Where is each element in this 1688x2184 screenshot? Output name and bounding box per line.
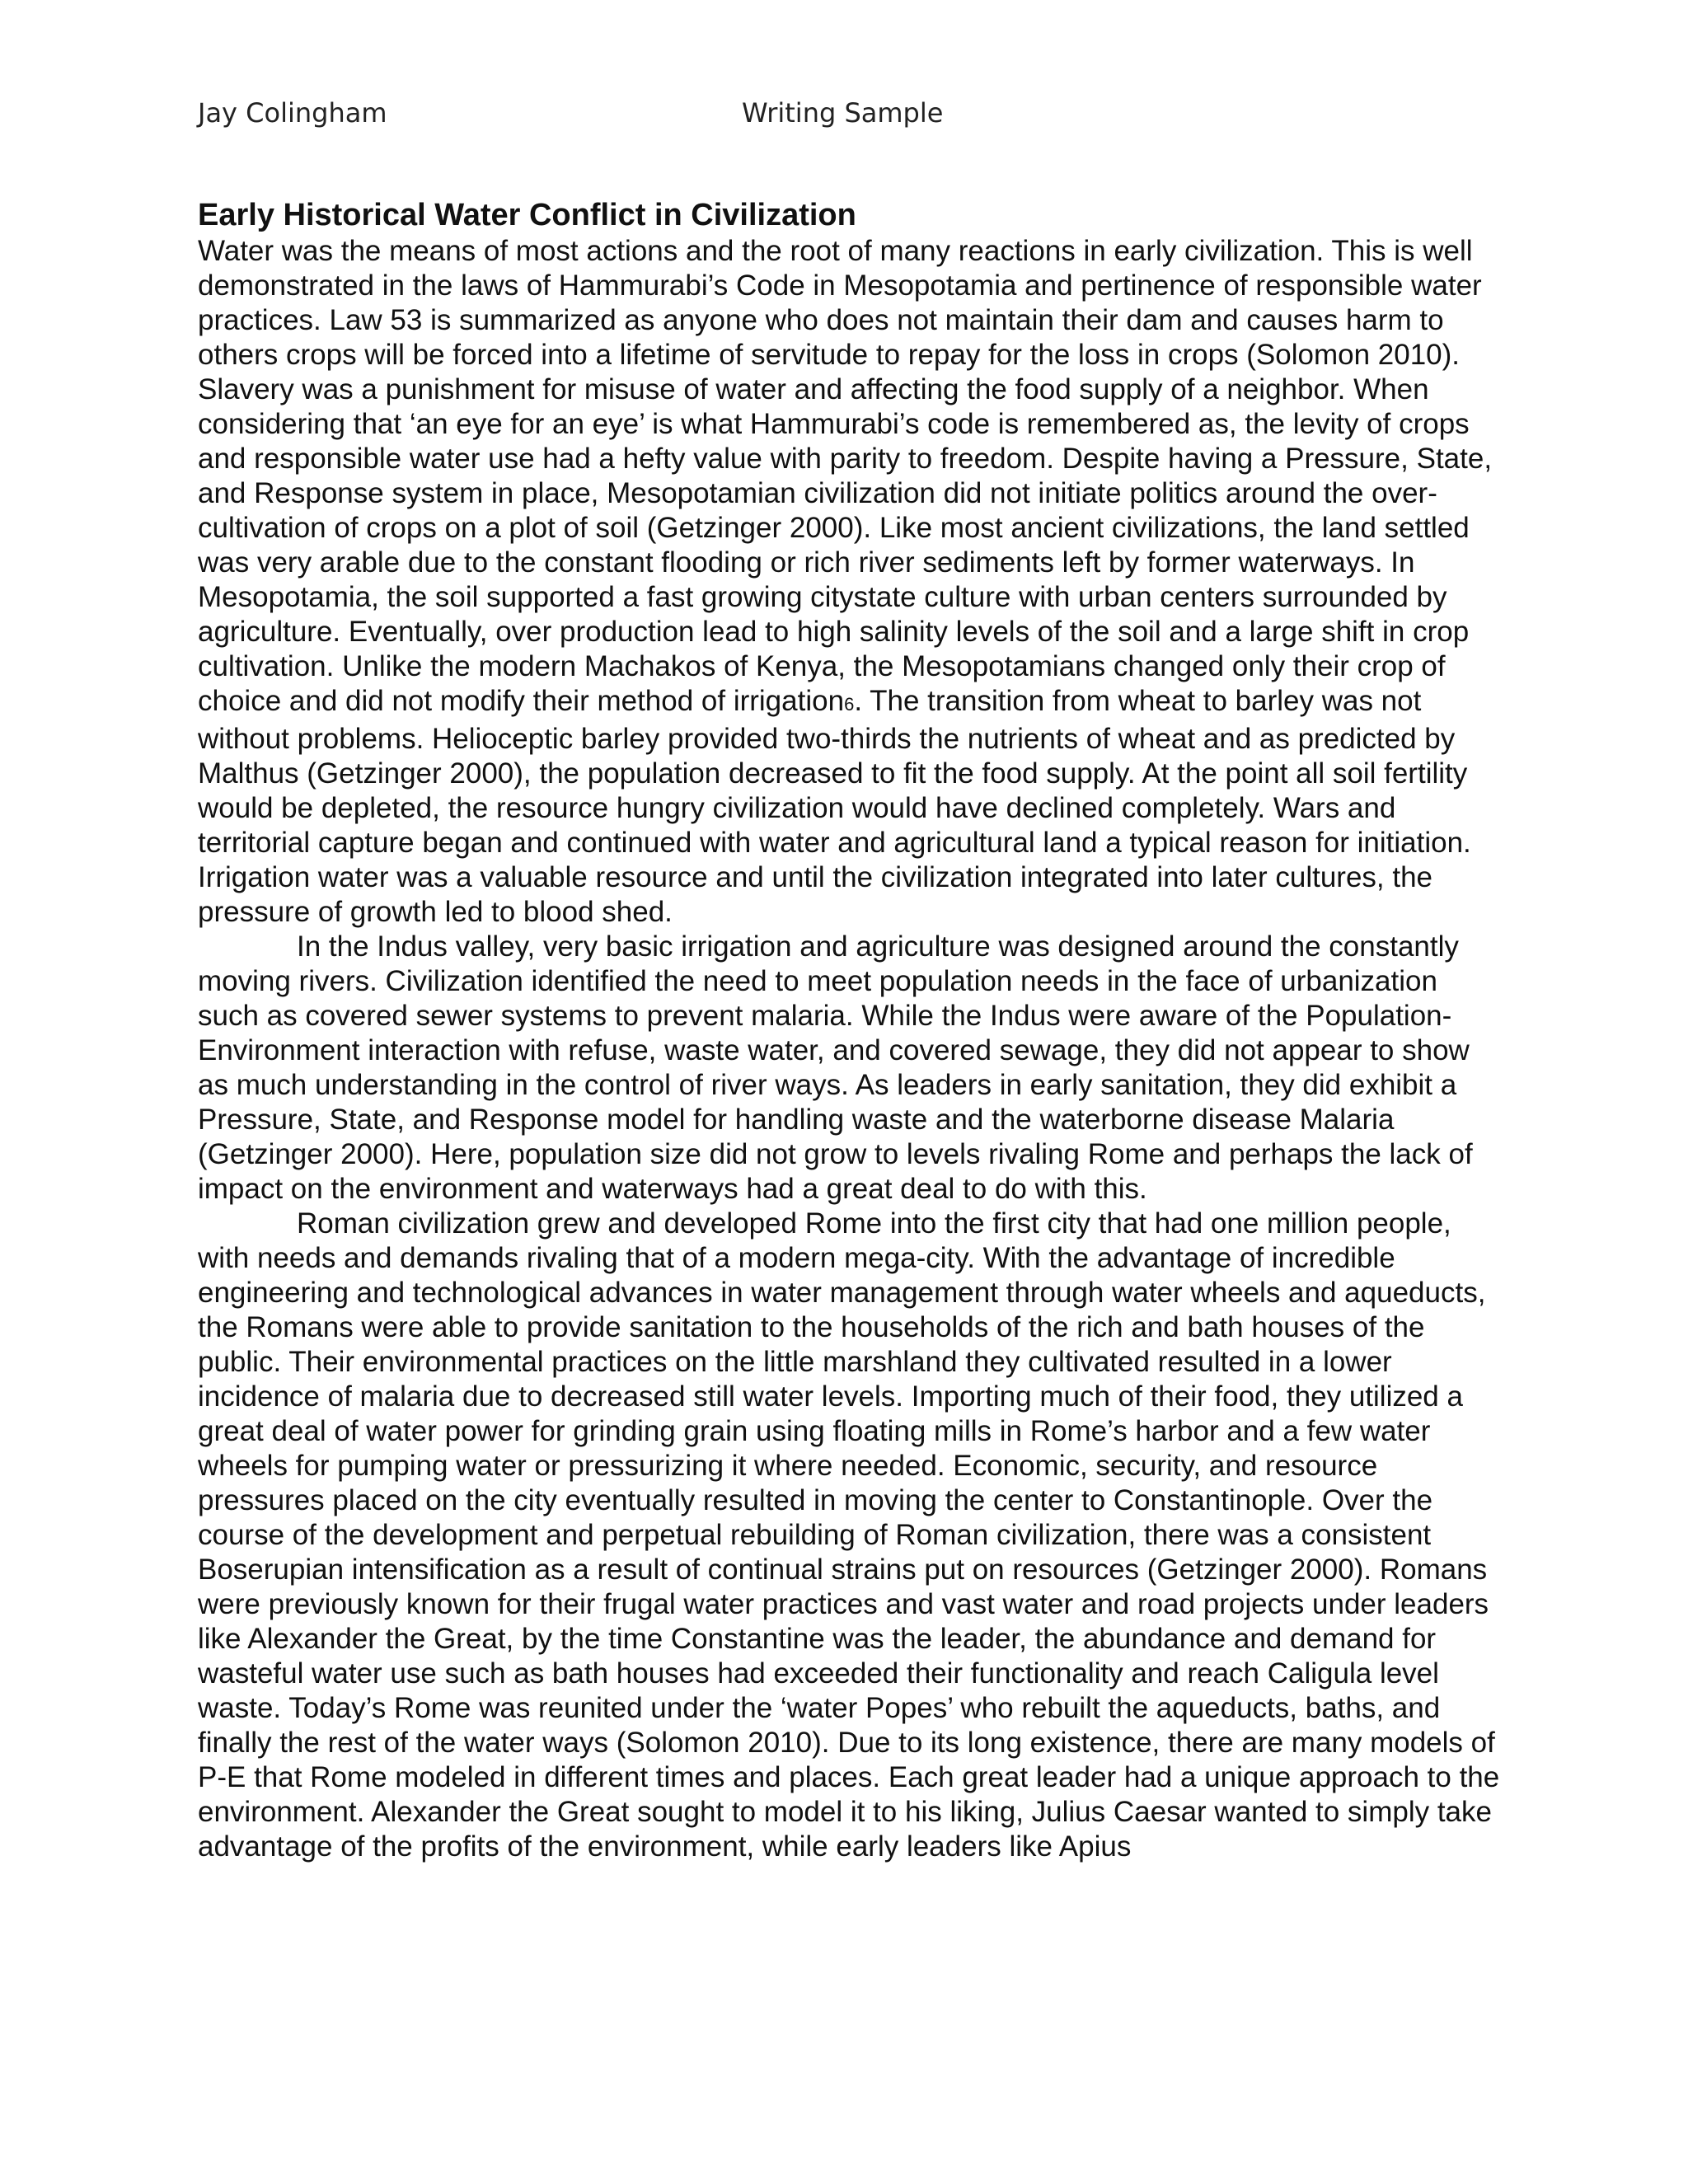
paragraph-rome: Roman civilization grew and developed Rome into the first city that had one million people, with needs and demands rivaling that of a modern mega-city. With the advantage of incredible engineering and technological advances in water management through water wheels and aqueducts, the Romans were able to provide sanitation to the households of the rich and bath houses of the public. Their environmental practices on the little marshland they cultivated resulted in a lower incidence of malaria due to decreased still water levels. Importing much of their food, they utilized a great deal of water power for grinding grain using floating mills in Rome’s harbor and a few water wheels for pumping water or pressurizing it where needed. Economic, security, and resource pressures placed on the city eventually resulted in moving the center to Constantinople. Over the course of the development and perpetual rebuilding of Roman civilization, there was a consistent Boserupian intensification as a result of continual strains put on resources (Getzinger 2000). Romans were previously known for their frugal water practices and vast water and road projects under leaders like Alexander the Great, by the time Constantine was the leader, the abundance and demand for wasteful water use such as bath houses had exceeded their functionality and reach Caligula level waste. Today’s Rome was reunited under the ‘water Popes’ who rebuilt the aqueducts, baths, and finally the rest of the water ways (Solomon 2010). Due to its long existence, there are many models of P-E that Rome modeled in different times and places. Each great leader had a unique approach to the environment. Alexander the Great sought to model it to his liking, Julius Caesar wanted to simply take advantage of the profits of the environment, while early leaders like Apius <box>198 1207 1500 1863</box>
header-label: Writing Sample <box>742 97 944 129</box>
paragraph-indus: In the Indus valley, very basic irrigation and agriculture was designed around the constantly moving rivers. Civilization identified the need to meet population needs in the face of urbanization such as covered sewer systems to prevent malaria. While the Indus were aware of the Population-Environment interaction with refuse, waste water, and covered sewage, they did not appear to show as much understanding in the control of river ways. As leaders in early sanitation, they did exhibit a Pressure, State, and Response model for handling waste and the waterborne disease Malaria (Getzinger 2000). Here, population size did not grow to levels rivaling Rome and perhaps the lack of impact on the environment and waterways had a great deal to do with this. <box>198 930 1473 1205</box>
page-header <box>198 97 1500 134</box>
paragraph-mesopotamia <box>198 234 1500 930</box>
document-title: Early Historical Water Conflict in Civilization <box>198 198 856 232</box>
header-author: Jay Colingham <box>198 97 387 129</box>
paragraph-mesopotamia-part2: . The transition from wheat to barley was not without problems. Helioceptic barley provided two-thirds the nutrients of wheat and as predicted by Malthus (Getzinger 2000), the population decreased to fit the food supply. At the point all soil fertility would be depleted, the resource hungry civilization would have declined completely. Wars and territorial capture began and continued with water and agricultural land a typical reason for initiation. Irrigation water was a valuable resource and until the civilization integrated into later cultures, the pressure of growth led to blood shed. <box>198 685 1471 928</box>
footnote-reference: 6 <box>844 694 855 715</box>
paragraph-mesopotamia-part1: Water was the means of most actions and the root of many reactions in early civilization. This is well demonstrated in the laws of Hammurabi’s Code in Mesopotamia and pertinence of responsible water practices. Law 53 is summarized as anyone who does not maintain their dam and causes harm to others crops will be forced into a lifetime of servitude to repay for the loss in crops (Solomon 2010). Slavery was a punishment for misuse of water and affecting the food supply of a neighbor. When considering that ‘an eye for an eye’ is what Hammurabi’s code is remembered as, the levity of crops and responsible water use had a hefty value with parity to freedom. Despite having a Pressure, State, and Response system in place, Mesopotamian civilization did not initiate politics around the over-cultivation of crops on a plot of soil (Getzinger 2000). Like most ancient civilizations, the land settled was very arable due to the constant flooding or rich river sediments left by former waterways. In Mesopotamia, the soil supported a fast growing citystate culture with urban centers surrounded by agriculture. Eventually, over production lead to high salinity levels of the soil and a large shift in crop cultivation. Unlike the modern Machakos of Kenya, the Mesopotamians changed only their crop of choice and did not modify their method of irrigation <box>198 235 1493 717</box>
document-body <box>198 196 1500 1864</box>
